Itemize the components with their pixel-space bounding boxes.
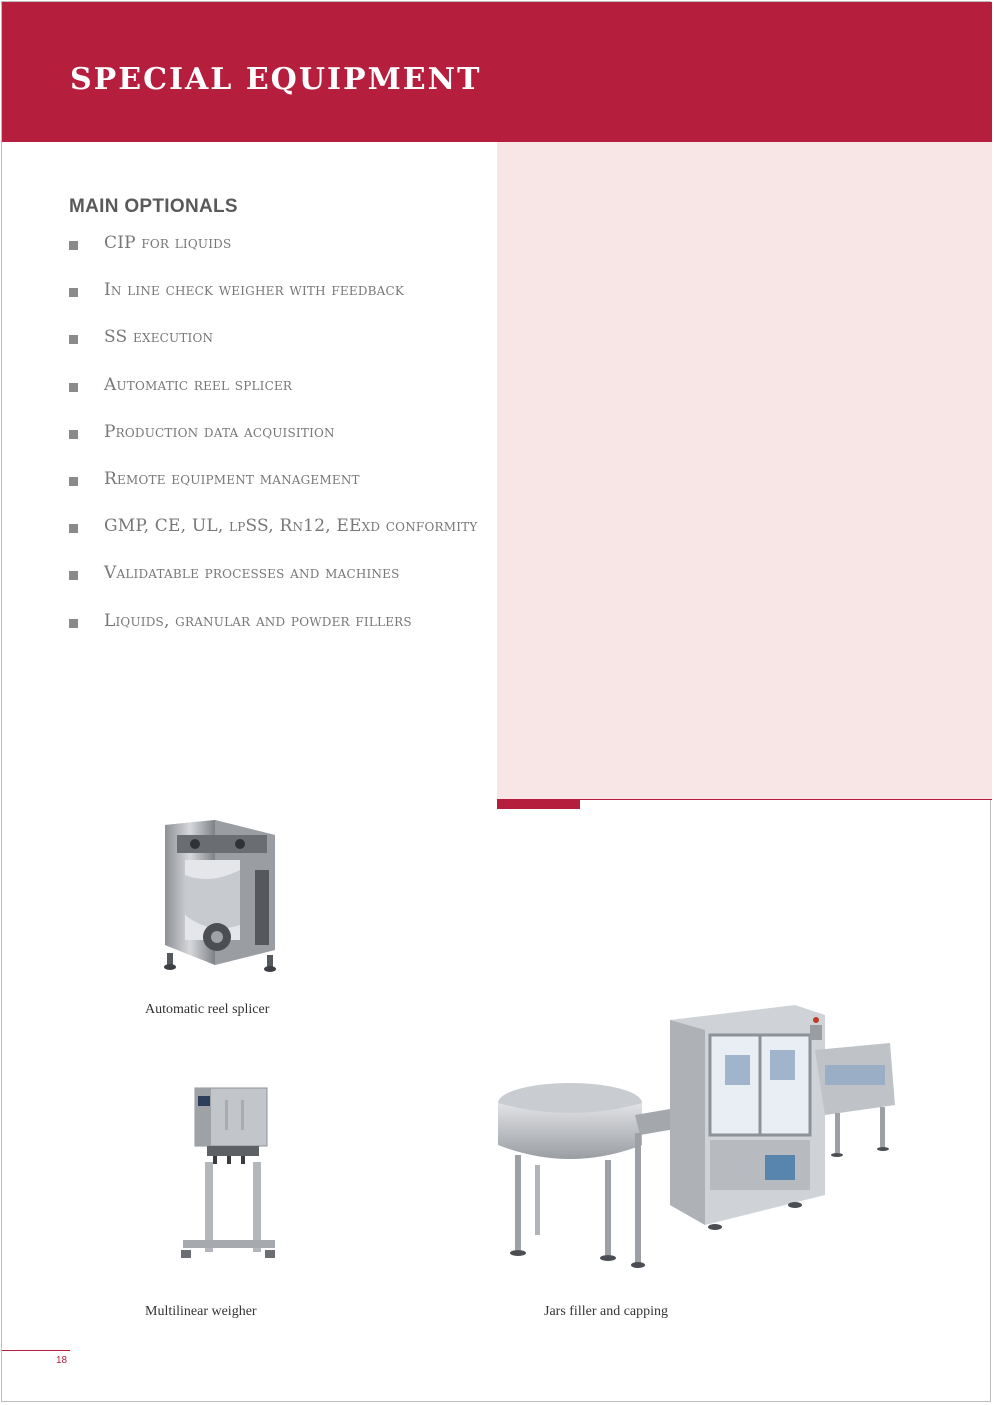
section-title: MAIN OPTIONALS — [69, 196, 238, 217]
reel-splicer-caption: Automatic reel splicer — [145, 1002, 270, 1017]
list-item: Remote equipment management — [69, 469, 477, 516]
square-bullet-icon — [69, 335, 78, 344]
list-item: CIP for liquids — [69, 233, 477, 280]
page-title: SPECIAL EQUIPMENT — [70, 62, 482, 97]
jars-filler-caption: Jars filler and capping — [544, 1304, 669, 1319]
square-bullet-icon — [69, 430, 78, 439]
panel-accent-bar — [497, 800, 580, 809]
jars-filler-image — [495, 995, 905, 1280]
square-bullet-icon — [69, 383, 78, 392]
header-band — [2, 2, 992, 142]
list-item: SS execution — [69, 327, 477, 374]
page-number: 18 — [56, 1355, 68, 1366]
list-item: Automatic reel splicer — [69, 375, 477, 422]
square-bullet-icon — [69, 288, 78, 297]
square-bullet-icon — [69, 571, 78, 580]
optionals-list — [69, 233, 477, 658]
list-item: Liquids, granular and powder fillers — [69, 611, 477, 658]
list-item: Production data acquisition — [69, 422, 477, 469]
weigher-caption: Multilinear weigher — [145, 1304, 257, 1319]
list-item: In line check weigher with feedback — [69, 280, 477, 327]
square-bullet-icon — [69, 619, 78, 628]
square-bullet-icon — [69, 241, 78, 250]
reel-splicer-image — [155, 815, 290, 980]
list-item: GMP, CE, UL, lpSS, Rn12, EExd conformity — [69, 516, 477, 563]
weigher-image — [175, 1080, 285, 1280]
square-bullet-icon — [69, 477, 78, 486]
footer-rule — [2, 1350, 70, 1351]
list-item: Validatable processes and machines — [69, 563, 477, 610]
square-bullet-icon — [69, 524, 78, 533]
side-panel — [497, 142, 992, 800]
